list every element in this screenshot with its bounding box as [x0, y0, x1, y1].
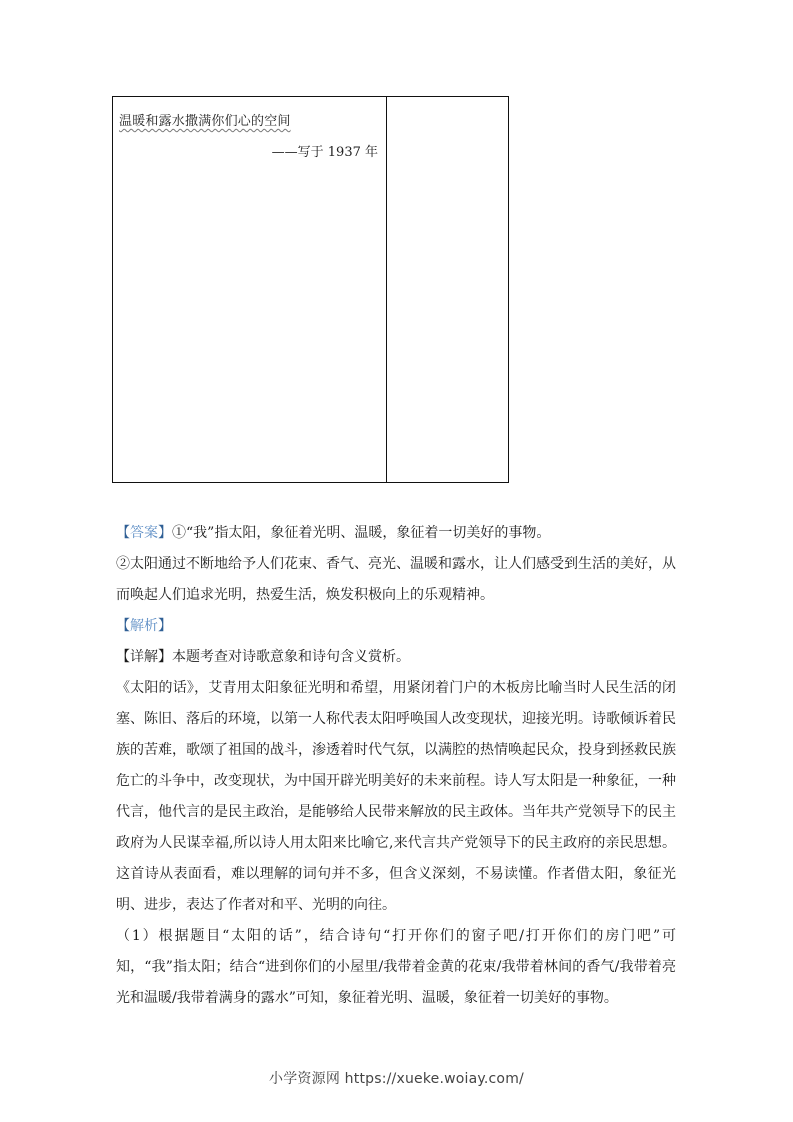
poem-signature: ——写于 1937 年	[271, 145, 378, 160]
poem-cell-right	[387, 97, 508, 482]
poem-cell-left	[113, 97, 387, 482]
answer-line-2: ②太阳通过不断地给予人们花束、香气、亮光、温暖和露水，让人们感受到生活的美好，从而唤起人们追求光明，热爱生活，焕发积极向上的乐观精神。	[116, 556, 676, 603]
solution-section	[116, 518, 676, 1014]
detail-intro-line	[116, 642, 676, 673]
footer-watermark: 小学资源网 https://xueke.woiay.com/	[269, 1071, 524, 1087]
answer-text-1: ①“我”指太阳，象征着光明、温暖，象征着一切美好的事物。	[172, 525, 551, 541]
detail-paragraph-1: 《太阳的话》，艾青用太阳象征光明和希望，用紧闭着门户的木板房比喻当时人民生活的闭塞、陈旧、落后的环境，以第一人称代表太阳呼唤国人改变现状，迎接光明。诗歌倾诉着民族的苦难，歌颂了祖国的战斗，渗透着时代气氛，以满腔的热情唤起民众，投身到拯救民族危亡的斗争中，改变现状，为中国开辟光明美好的未来前程。诗人写太阳是一种象征，一种代言，他代言的是民主政治，是能够给人民带来解放的民主政体。当年共产党领导下的民主政府为人民谋幸福,所以诗人用太阳来比喻它,来代言共产党领导下的民主政府的亲民思想。这首诗从表面看，难以理解的词句并不多，但含义深刻，不易读懂。作者借太阳，象征光明、进步，表达了作者对和平、光明的向往。	[116, 680, 676, 913]
detail-intro: 本题考查对诗歌意象和诗句含义赏析。	[172, 649, 410, 665]
detail-label: 【详解】	[116, 649, 172, 665]
answer-label: 【答案】	[116, 525, 172, 541]
poem-table	[112, 96, 509, 483]
poem-last-line: 温暖和露水撒满你们心的空间	[119, 114, 291, 129]
answer-line-1	[116, 518, 676, 549]
analysis-heading	[116, 611, 676, 642]
analysis-label: 【解析】	[116, 618, 172, 634]
detail-paragraph-2: （1）根据题目“太阳的话”，结合诗句“打开你们的窗子吧/打开你们的房门吧”可知，“我”指太阳；结合“进到你们的小屋里/我带着金黄的花束/我带着林间的香气/我带着亮光和温暖/我带着满身的露水”可知，象征着光明、温暖，象征着一切美好的事物。	[116, 928, 676, 1006]
